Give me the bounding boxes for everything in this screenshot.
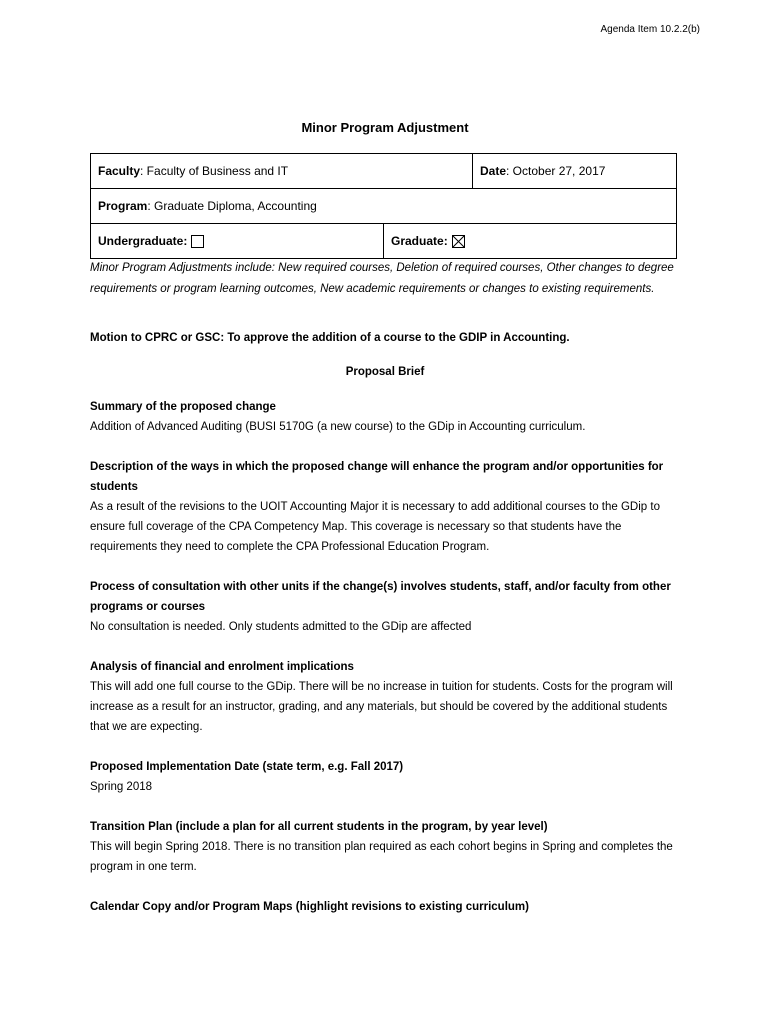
section-consultation — [90, 577, 682, 637]
program-info-table — [90, 153, 677, 259]
section-body: This will begin Spring 2018. There is no transition plan required as each cohort begins in Spring and completes the program in one term. — [90, 841, 673, 873]
date-label: Date — [480, 164, 507, 178]
faculty-label: Faculty — [98, 164, 141, 178]
program-value: : Graduate Diploma, Accounting — [147, 199, 317, 213]
section-implementation-date — [90, 757, 682, 797]
graduate-cell: Graduate : — [384, 224, 676, 258]
undergraduate-checkbox[interactable] — [191, 235, 204, 248]
section-transition-plan — [90, 817, 682, 877]
table-row — [91, 224, 676, 258]
program-label: Program — [98, 199, 148, 213]
check-x-icon — [453, 236, 464, 247]
section-heading: Analysis of financial and enrolment implications — [90, 661, 354, 673]
section-summary — [90, 397, 682, 437]
table-row — [91, 154, 676, 189]
section-heading: Summary of the proposed change — [90, 401, 276, 413]
table-row — [91, 189, 676, 224]
date-cell — [473, 154, 676, 188]
section-heading: Description of the ways in which the proposed change will enhance the program and/or opportunities for students — [90, 461, 664, 493]
section-body: This will add one full course to the GDip. There will be no increase in tuition for students. Costs for the program will increase as a result for an instructor, grading, and any materials, but should be covered by the additional students that we are expecting. — [90, 681, 673, 733]
agenda-item-label: Agenda Item 10.2.2(b) — [600, 24, 700, 35]
intro-text: Minor Program Adjustments include: New required courses, Deletion of required courses, Other changes to degree requirements or program learning outcomes, New academic requirements or changes to existing requirements. — [90, 262, 674, 295]
faculty-value: : Faculty of Business and IT — [140, 164, 289, 178]
section-description — [90, 457, 682, 557]
undergraduate-label: Undergraduate — [98, 234, 184, 248]
section-body: As a result of the revisions to the UOIT Accounting Major it is necessary to add additional courses to the GDip to ensure full coverage of the CPA Competency Map. This coverage is necessary so that students have the requirements they need to complete the CPA Professional Education Program. — [90, 501, 660, 553]
graduate-checkbox[interactable] — [452, 235, 465, 248]
program-cell — [91, 189, 676, 223]
proposal-brief-heading: Proposal Brief — [345, 366, 425, 378]
section-calendar-copy — [90, 897, 682, 917]
section-heading: Proposed Implementation Date (state term, e.g. Fall 2017) — [90, 761, 404, 773]
section-financial — [90, 657, 682, 737]
motion-text: Motion to CPRC or GSC: To approve the addition of a course to the GDIP in Accounting. — [90, 332, 570, 344]
section-heading: Calendar Copy and/or Program Maps (highlight revisions to existing curriculum) — [90, 901, 529, 913]
faculty-cell — [91, 154, 473, 188]
section-heading: Transition Plan (include a plan for all current students in the program, by year level) — [90, 821, 548, 833]
section-body: Addition of Advanced Auditing (BUSI 5170G (a new course) to the GDip in Accounting curriculum. — [90, 421, 586, 433]
graduate-label: Graduate — [391, 234, 444, 248]
undergraduate-cell: Undergraduate : — [91, 224, 384, 258]
section-body: No consultation is needed. Only students admitted to the GDip are affected — [90, 621, 472, 633]
section-heading: Process of consultation with other units if the change(s) involves students, staff, and/or faculty from other programs or courses — [90, 581, 671, 613]
page-title: Minor Program Adjustment — [301, 120, 469, 135]
section-body: Spring 2018 — [90, 781, 153, 793]
date-value: : October 27, 2017 — [506, 164, 606, 178]
